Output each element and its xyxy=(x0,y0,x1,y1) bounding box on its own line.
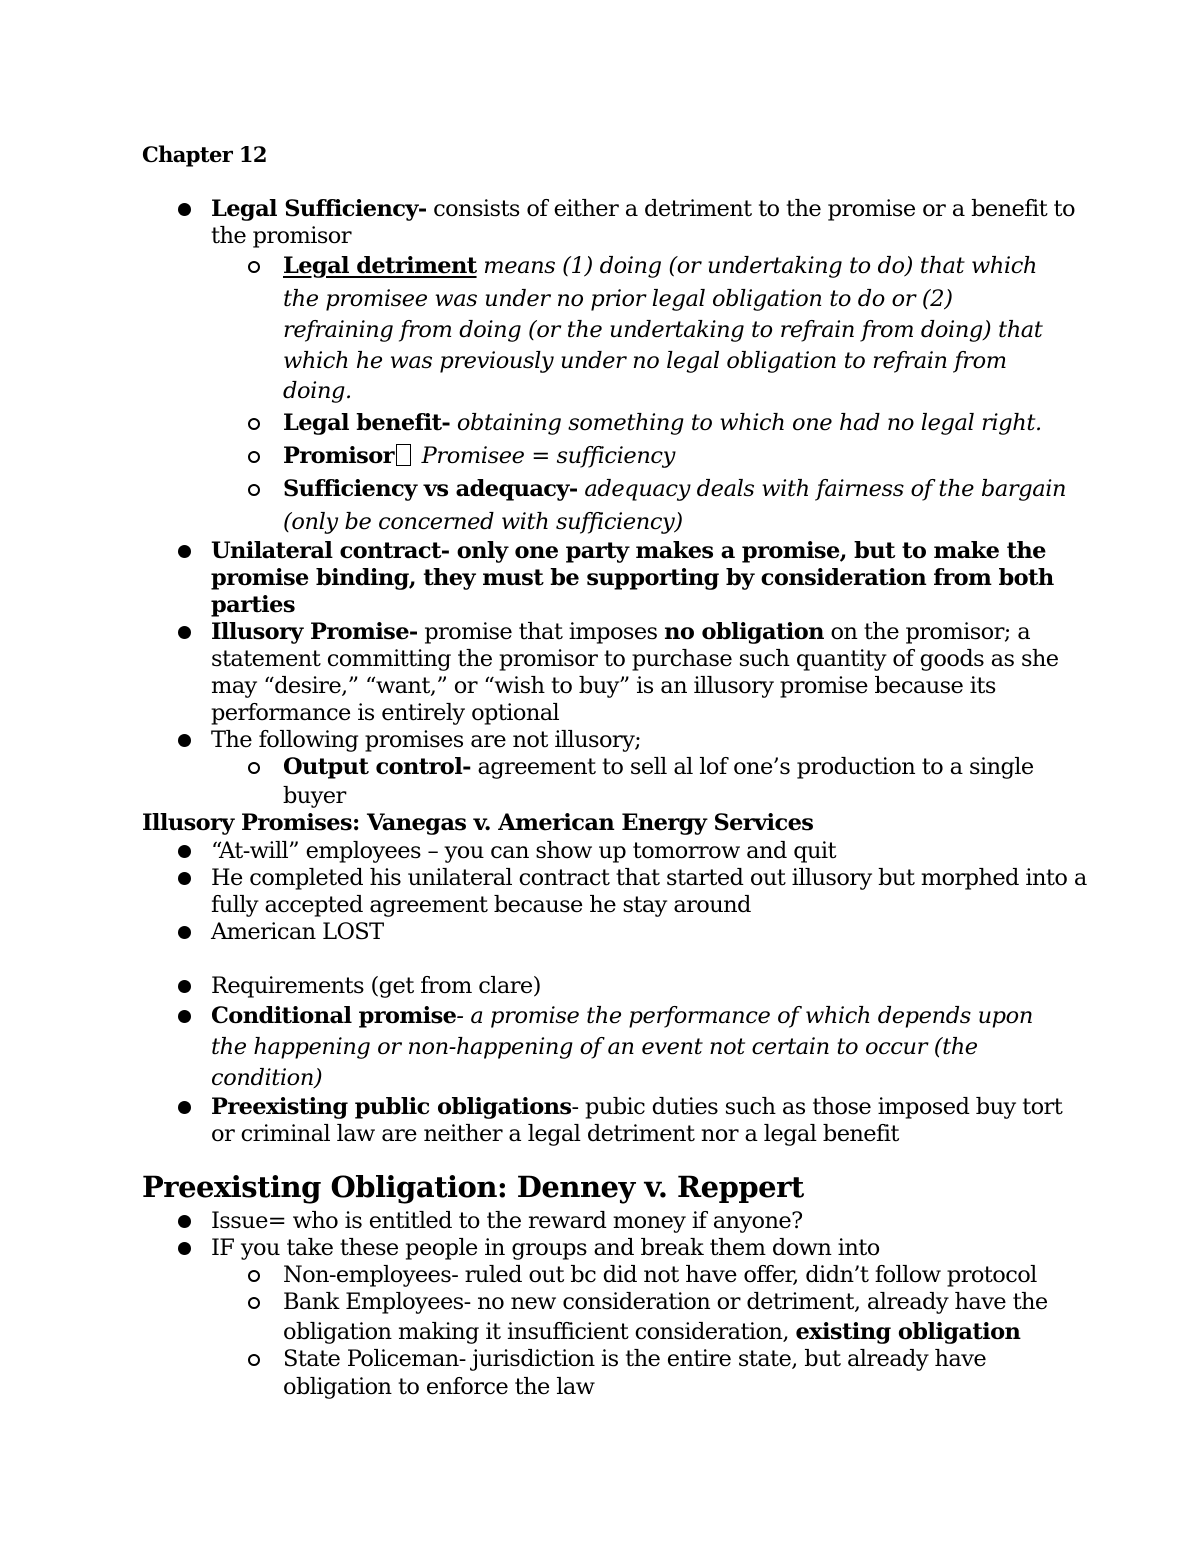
unilateral-line-3: parties xyxy=(211,592,295,618)
state-policeman-cont: obligation to enforce the law xyxy=(283,1374,595,1400)
bullet-icon xyxy=(178,1215,191,1228)
illusory-promise-def: promise that imposes xyxy=(417,619,665,645)
preexisting-public-def-2: or criminal law are neither a legal detriment nor a legal benefit xyxy=(211,1121,899,1147)
circle-bullet-icon xyxy=(248,418,260,430)
chapter-title: Chapter 12 xyxy=(142,142,267,167)
circle-bullet-icon xyxy=(248,261,260,273)
legal-detriment-def-4: which he was previously under no legal obligation to refrain from xyxy=(283,348,1007,374)
bullet-icon xyxy=(178,734,191,747)
circle-bullet-icon xyxy=(248,451,260,463)
bullet-icon xyxy=(178,626,191,639)
circle-bullet-icon xyxy=(248,1270,260,1282)
legal-sufficiency-def-cont: the promisor xyxy=(211,223,351,249)
output-control-line xyxy=(283,752,1034,782)
list-item: American LOST xyxy=(211,919,384,945)
bullet-icon xyxy=(178,1242,191,1255)
legal-benefit-line xyxy=(283,408,1042,438)
sufficiency-line xyxy=(283,474,1066,504)
preexisting-public-def: - pubic duties such as those imposed buy tort xyxy=(571,1094,1063,1120)
legal-detriment-def-3: refraining from doing (or the undertaking to refrain from doing) that xyxy=(283,317,1043,343)
circle-bullet-icon xyxy=(248,762,260,774)
circle-bullet-icon xyxy=(248,484,260,496)
not-illusory-text: The following promises are not illusory; xyxy=(211,727,642,753)
bank-employees-cont xyxy=(283,1317,1020,1347)
unilateral-line-1: Unilateral contract- only one party makes a promise, but to make the xyxy=(211,538,1046,564)
conditional-promise-line xyxy=(211,1001,1033,1031)
bullet-icon xyxy=(178,1010,191,1023)
illusory-promise-def-4: performance is entirely optional xyxy=(211,700,560,726)
output-control-def: agreement to sell al lof one’s production to a single xyxy=(470,754,1034,780)
legal-sufficiency-term: Legal Sufficiency- xyxy=(211,196,427,222)
promisor-term: Promisor xyxy=(283,443,394,469)
list-item: He completed his unilateral contract that started out illusory but morphed into a xyxy=(211,865,1087,891)
sufficiency-def-2: (only be concerned with sufficiency) xyxy=(283,509,683,535)
output-control-term: Output control- xyxy=(283,754,471,780)
illusory-promise-def-3: may “desire,” “want,” or “wish to buy” is an illusory promise because its xyxy=(211,673,996,699)
illusory-promise-def-end: on the promisor; a xyxy=(823,619,1031,645)
bullet-icon xyxy=(178,980,191,993)
legal-benefit-term: Legal benefit- xyxy=(283,410,451,436)
conditional-promise-def-3: condition) xyxy=(211,1065,323,1091)
legal-sufficiency-def: consists of either a detriment to the promise or a benefit to xyxy=(426,196,1075,222)
state-policeman-text: State Policeman- jurisdiction is the entire state, but already have xyxy=(283,1346,987,1372)
preexisting-public-term: Preexisting public obligations xyxy=(211,1094,572,1120)
bullet-icon xyxy=(178,926,191,939)
bullet-icon xyxy=(178,845,191,858)
illusory-promise-term: Illusory Promise- xyxy=(211,619,418,645)
conditional-promise-def-2: the happening or non-happening of an event not certain to occur (the xyxy=(211,1034,978,1060)
illusory-promise-def-2: statement committing the promisor to purchase such quantity of goods as she xyxy=(211,646,1059,672)
issue-text: Issue= who is entitled to the reward money if anyone? xyxy=(211,1208,803,1234)
circle-bullet-icon xyxy=(248,1297,260,1309)
circle-bullet-icon xyxy=(248,1354,260,1366)
list-item-cont: fully accepted agreement because he stay around xyxy=(211,892,751,918)
denney-heading: Preexisting Obligation: Denney v. Reppert xyxy=(142,1170,804,1204)
legal-detriment-def-5: doing. xyxy=(283,378,352,404)
no-obligation-text: no obligation xyxy=(664,619,824,645)
legal-detriment-def: means (1) doing (or undertaking to do) that which xyxy=(476,253,1037,279)
legal-sufficiency-line xyxy=(211,194,1075,224)
bank-employees-text: Bank Employees- no new consideration or detriment, already have the xyxy=(283,1289,1048,1315)
bullet-icon xyxy=(178,1101,191,1114)
bullet-icon xyxy=(178,203,191,216)
vanegas-heading: Illusory Promises: Vanegas v. American Energy Services xyxy=(142,810,814,836)
legal-benefit-def: obtaining something to which one had no legal right. xyxy=(450,410,1042,436)
legal-detriment-def-2: the promisee was under no prior legal obligation to do or (2) xyxy=(283,286,953,312)
bank-employees-cont-text: obligation making it insufficient consideration, xyxy=(283,1319,796,1345)
sufficiency-term: Sufficiency vs adequacy- xyxy=(283,476,578,502)
non-employees-text: Non-employees- ruled out bc did not have offer, didn’t follow protocol xyxy=(283,1262,1037,1288)
legal-detriment-term: Legal detriment xyxy=(283,253,477,279)
list-item: “At-will” employees – you can show up tomorrow and quit xyxy=(211,838,836,864)
bullet-icon xyxy=(178,872,191,885)
missing-glyph-icon xyxy=(396,444,411,466)
conditional-promise-term: Conditional promise xyxy=(211,1003,457,1029)
promisor-line xyxy=(283,441,675,471)
output-control-def-2: buyer xyxy=(283,783,346,809)
unilateral-line-2: promise binding, they must be supporting by consideration from both xyxy=(211,565,1054,591)
preexisting-public-line xyxy=(211,1092,1062,1122)
bullet-icon xyxy=(178,545,191,558)
illusory-promise-line xyxy=(211,617,1030,647)
promisor-def: Promisee = sufficiency xyxy=(414,443,675,469)
sufficiency-def: adequacy deals with fairness of the bargain xyxy=(577,476,1067,502)
legal-detriment-line xyxy=(283,251,1037,281)
conditional-promise-def: - a promise the performance of which depends upon xyxy=(456,1003,1033,1029)
groups-text: IF you take these people in groups and break them down into xyxy=(211,1235,880,1261)
existing-obligation-text: existing obligation xyxy=(795,1319,1021,1345)
requirements-text: Requirements (get from clare) xyxy=(211,973,541,999)
